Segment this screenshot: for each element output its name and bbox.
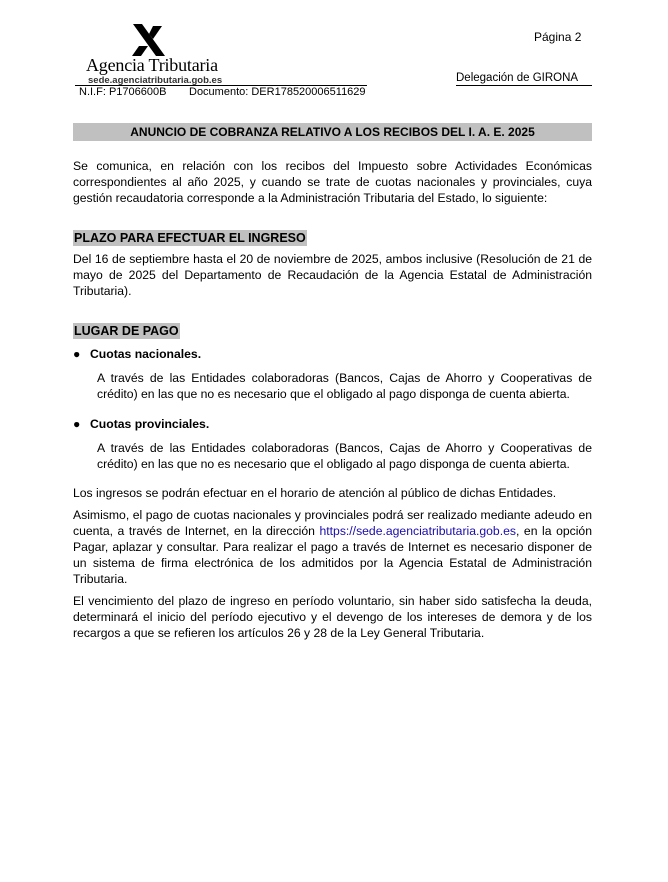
list-item-text: A través de las Entidades colaboradoras (Bancos, Cajas de Ahorro y Cooperativas de crédito) en las que no es necesario que el obligado al pago disponga de cuenta abierta.	[97, 371, 592, 401]
lugar-heading: LUGAR DE PAGO	[74, 324, 179, 338]
internet-text-before: Asimismo, el pago de cuotas nacionales y provinciales podrá ser realizado mediante adeudo en cuenta, a través de Internet, en la dirección	[73, 508, 592, 538]
list-item	[73, 416, 592, 472]
internet-text-after: , en la opción Pagar, aplazar y consultar. Para realizar el pago a través de Internet es necesario disponer de un sistema de firma electrónica de los admitidos por la Agencia Estatal de Administración Tributaria.	[73, 524, 592, 586]
bullet-icon: ●	[73, 347, 81, 361]
list-item-title: Cuotas nacionales.	[90, 347, 202, 361]
logo-name: Agencia Tributaria	[86, 55, 218, 75]
horario-paragraph: Los ingresos se podrán efectuar en el horario de atención al público de dichas Entidades.	[73, 486, 557, 500]
lugar-section	[73, 323, 592, 472]
plazo-text: Del 16 de septiembre hasta el 20 de noviembre de 2025, ambos inclusive (Resolución de 21 de mayo de 2025 del Departamento de Recaudación de la Agencia Estatal de Administración Tributaria).	[73, 252, 592, 298]
sede-link[interactable]: https://sede.agenciatributaria.gob.es	[319, 524, 516, 538]
bullet-icon: ●	[73, 417, 81, 431]
list-item-title: Cuotas provinciales.	[90, 417, 210, 431]
nif: N.I.F: P1706600B	[79, 86, 167, 98]
list-item	[73, 346, 592, 402]
delegation: Delegación de GIRONA	[456, 72, 579, 84]
intro-paragraph: Se comunica, en relación con los recibos del Impuesto sobre Actividades Económicas correspondientes al año 2025, y cuando se trate de cuotas nacionales y provinciales, cuya gestión recaudatoria corresponde a la Administración Tributaria del Estado, lo siguiente:	[73, 159, 592, 205]
internet-paragraph	[73, 507, 592, 587]
vencimiento-paragraph: El vencimiento del plazo de ingreso en período voluntario, sin haber sido satisfecha la deuda, determinará el inicio del período ejecutivo y el devengo de los intereses de demora y de los recargos a que se refieren los artículos 26 y 28 de la Ley General Tributaria.	[73, 594, 592, 640]
announcement-body	[73, 123, 592, 641]
list-item-text: A través de las Entidades colaboradoras (Bancos, Cajas de Ahorro y Cooperativas de crédito) en las que no es necesario que el obligado al pago disponga de cuenta abierta.	[97, 441, 592, 471]
plazo-section	[73, 230, 592, 299]
logo-url: sede.agenciatributaria.gob.es	[88, 75, 223, 86]
page-number: Página 2	[534, 30, 582, 44]
announcement-title: ANUNCIO DE COBRANZA RELATIVO A LOS RECIBOS DEL I. A. E. 2025	[73, 123, 592, 141]
document-identifiers	[79, 86, 366, 98]
delegation-divider	[456, 85, 592, 86]
agencia-tributaria-logo-icon	[131, 24, 167, 56]
plazo-heading: PLAZO PARA EFECTUAR EL INGRESO	[74, 231, 306, 245]
document-number: Documento: DER178520006511629	[189, 86, 366, 98]
